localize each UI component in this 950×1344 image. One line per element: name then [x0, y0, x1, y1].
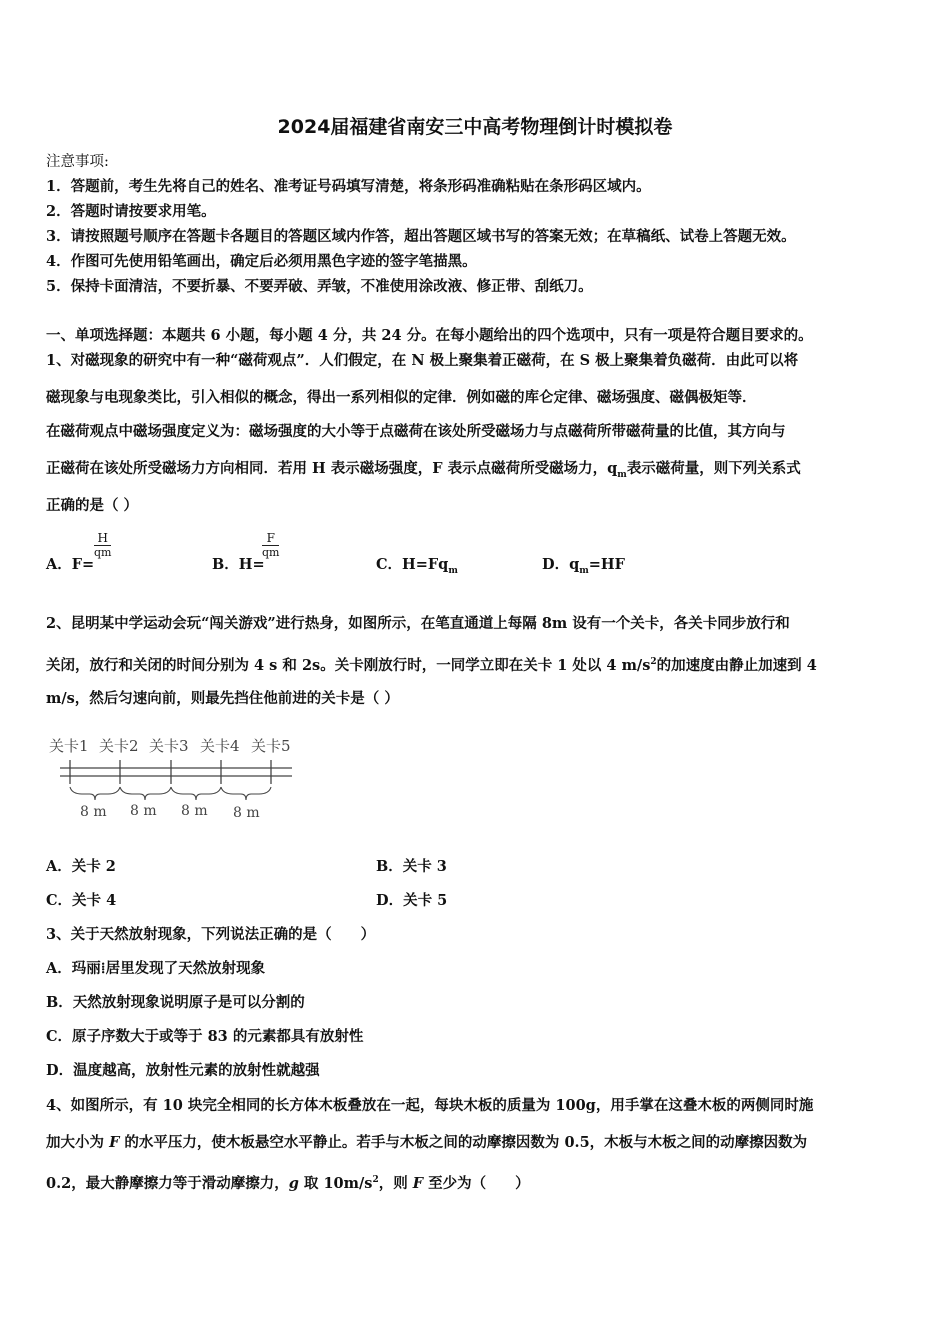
q1-option-a-fraction: $\frac{H}{qm}$: [94, 531, 112, 559]
spacing-label: 8 m: [130, 803, 157, 819]
q2-option-d[interactable]: D．关卡 5: [376, 892, 448, 909]
q1-stem-line: 正磁荷在该处所受磁场力方向相同．若用 H 表示磁场强度，F 表示点磁荷所受磁场力，$q_m$表示磁荷量，则下列关系式: [46, 460, 801, 480]
q3-option-b[interactable]: B．天然放射现象说明原子是可以分割的: [46, 994, 305, 1011]
spacing-brace: [221, 787, 271, 800]
gate-label: 关卡1: [49, 737, 89, 755]
gate-label: 关卡3: [149, 737, 189, 755]
spacing-label: 8 m: [80, 804, 107, 820]
q1-stem-line: 正确的是（ ）: [46, 497, 139, 514]
q3-option-a[interactable]: A．玛丽⁞居里发现了天然放射现象: [46, 960, 266, 977]
note-item: 3．请按照题号顺序在答题卡各题目的答题区域内作答，超出答题区域书写的答案无效；在草稿纸、试卷上答题无效。: [46, 228, 796, 245]
q3-option-d[interactable]: D．温度越高，放射性元素的放射性就越强: [46, 1062, 320, 1079]
q1-option-c[interactable]: C．$H=Fq_m$: [376, 556, 458, 576]
q1-stem-line: 1、对磁现象的研究中有一种“磁荷观点”．人们假定，在 N 极上聚集着正磁荷，在 S 极上聚集着负磁荷．由此可以将: [46, 352, 799, 369]
gate-label: 关卡4: [200, 737, 240, 755]
gate-label: 关卡2: [99, 737, 139, 755]
q1-option-d[interactable]: D．$q_m=HF$: [542, 556, 625, 576]
q4-stem-line: 0.2，最大静摩擦力等于滑动摩擦力，g 取 $10m/s^2$，则 F 至少为（ ）: [46, 1174, 530, 1192]
notes-heading: 注意事项:: [46, 154, 109, 170]
note-item: 1．答题前，考生先将自己的姓名、准考证号码填写清楚，将条形码准确粘贴在条形码区域内。: [46, 178, 651, 195]
q3-option-c[interactable]: C．原子序数大于或等于 83 的元素都具有放射性: [46, 1028, 364, 1045]
note-item: 4．作图可先使用铅笔画出，确定后必须用黑色字迹的签字笔描黑。: [46, 253, 477, 270]
q2-option-b[interactable]: B．关卡 3: [376, 858, 447, 875]
note-item: 2．答题时请按要求用笔。: [46, 203, 216, 220]
q2-stem-line: 关闭，放行和关闭的时间分别为 4 s 和 2s。关卡刚放行时，一同学立即在关卡 1 处以 4 $m/s^2$的加速度由静止加速到 4: [46, 656, 817, 674]
q4-stem-line: 加大小为 F 的水平压力，使木板悬空水平静止。若手与木板之间的动摩擦因数为 0.5，木板与木板之间的动摩擦因数为: [46, 1134, 808, 1151]
q1-stem-line: 在磁荷观点中磁场强度定义为：磁场强度的大小等于点磁荷在该处所受磁场力与点磁荷所带磁荷量的比值，其方向与: [46, 423, 786, 440]
q1-option-a[interactable]: A．F=: [46, 556, 95, 573]
gate-label: 关卡5: [251, 737, 291, 755]
q3-stem: 3、关于天然放射现象，下列说法正确的是（ ）: [46, 926, 376, 943]
spacing-brace: [70, 787, 120, 800]
q2-option-c[interactable]: C．关卡 4: [46, 892, 117, 909]
spacing-label: 8 m: [181, 803, 208, 819]
q1-option-b-fraction: $\frac{F}{qm}$: [262, 531, 280, 559]
q2-option-a[interactable]: A．关卡 2: [46, 858, 116, 875]
section-heading: 一、单项选择题：本题共 6 小题，每小题 4 分，共 24 分。在每小题给出的四个选项中，只有一项是符合题目要求的。: [46, 327, 813, 344]
page-title: 2024届福建省南安三中高考物理倒计时模拟卷: [277, 116, 673, 138]
q2-stem-line: m/s，然后匀速向前，则最先挡住他前进的关卡是（ ）: [46, 690, 399, 707]
spacing-brace: [120, 787, 171, 800]
checkpoint-figure: [46, 730, 306, 825]
q4-stem-line: 4、如图所示，有 10 块完全相同的长方体木板叠放在一起，每块木板的质量为 100g，用手掌在这叠木板的两侧同时施: [46, 1097, 814, 1114]
q1-stem-line: 磁现象与电现象类比，引入相似的概念，得出一系列相似的定律．例如磁的库仑定律、磁场强度、磁偶极矩等．: [46, 389, 757, 406]
q2-stem-line: 2、昆明某中学运动会玩“闯关游戏”进行热身，如图所示，在笔直通道上每隔 8m 设有一个关卡，各关卡同步放行和: [46, 615, 790, 632]
q1-option-b[interactable]: B．H=: [212, 556, 265, 573]
note-item: 5．保持卡面清洁，不要折暴、不要弄破、弄皱，不准使用涂改液、修正带、刮纸刀。: [46, 278, 593, 295]
spacing-brace: [171, 787, 221, 800]
spacing-label: 8 m: [233, 805, 260, 821]
